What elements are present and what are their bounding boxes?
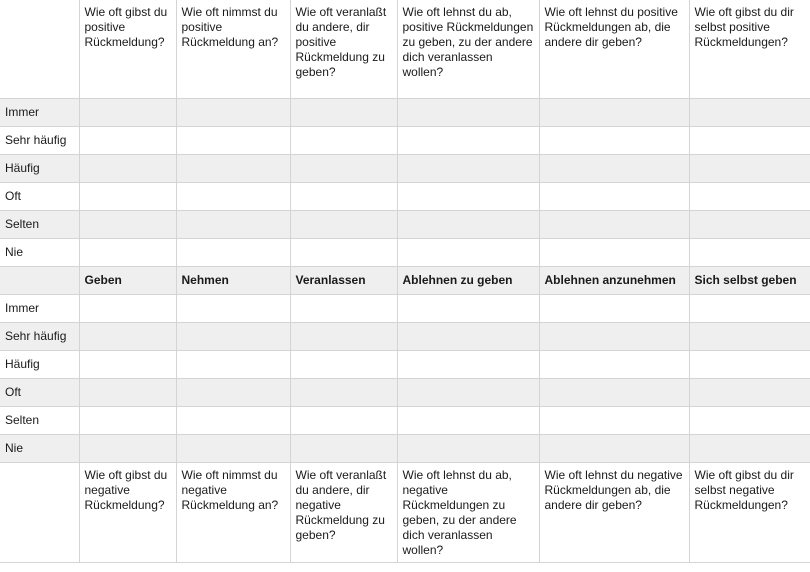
row-label: Nie (0, 435, 79, 463)
row-label: Sehr häufig (0, 323, 79, 351)
answer-cell[interactable] (79, 407, 176, 435)
row-label: Sehr häufig (0, 127, 79, 155)
answer-cell[interactable] (539, 127, 689, 155)
row-label: Oft (0, 379, 79, 407)
answer-cell[interactable] (539, 407, 689, 435)
answer-cell[interactable] (539, 211, 689, 239)
category-header-row (0, 267, 810, 295)
header-self: Sich selbst geben (689, 267, 810, 295)
answer-cell[interactable] (290, 295, 397, 323)
question-positive-self: Wie oft gibst du dir selbst positive Rückmeldungen? (689, 0, 810, 99)
answer-cell[interactable] (397, 211, 539, 239)
answer-cell[interactable] (176, 155, 290, 183)
table-row (0, 295, 810, 323)
answer-cell[interactable] (689, 351, 810, 379)
question-negative-prompt: Wie oft veranlaßt du andere, dir negative Rückmeldung zu geben? (290, 463, 397, 563)
row-label: Immer (0, 295, 79, 323)
answer-cell[interactable] (290, 351, 397, 379)
answer-cell[interactable] (290, 323, 397, 351)
answer-cell[interactable] (79, 239, 176, 267)
answer-cell[interactable] (539, 239, 689, 267)
answer-cell[interactable] (689, 295, 810, 323)
table-row (0, 155, 810, 183)
positive-questions-row (0, 0, 810, 99)
table-row (0, 127, 810, 155)
answer-cell[interactable] (290, 379, 397, 407)
table-row (0, 211, 810, 239)
table-row (0, 379, 810, 407)
table-row (0, 351, 810, 379)
answer-cell[interactable] (290, 239, 397, 267)
row-label: Häufig (0, 155, 79, 183)
answer-cell[interactable] (397, 183, 539, 211)
answer-cell[interactable] (689, 211, 810, 239)
answer-cell[interactable] (79, 211, 176, 239)
answer-cell[interactable] (397, 407, 539, 435)
answer-cell[interactable] (539, 323, 689, 351)
answer-cell[interactable] (539, 295, 689, 323)
corner-cell (0, 267, 79, 295)
answer-cell[interactable] (79, 99, 176, 127)
question-negative-self: Wie oft gibst du dir selbst negative Rückmeldungen? (689, 463, 810, 563)
answer-cell[interactable] (176, 239, 290, 267)
answer-cell[interactable] (176, 351, 290, 379)
answer-cell[interactable] (79, 127, 176, 155)
answer-cell[interactable] (689, 99, 810, 127)
question-positive-refuse-give: Wie oft lehnst du ab, positive Rückmeldungen zu geben, zu der andere dich veranlassen wollen? (397, 0, 539, 99)
answer-cell[interactable] (176, 183, 290, 211)
answer-cell[interactable] (290, 99, 397, 127)
header-refuse-give: Ablehnen zu geben (397, 267, 539, 295)
answer-cell[interactable] (689, 239, 810, 267)
answer-cell[interactable] (539, 351, 689, 379)
question-negative-take: Wie oft nimmst du negative Rückmeldung an? (176, 463, 290, 563)
answer-cell[interactable] (290, 211, 397, 239)
answer-cell[interactable] (79, 351, 176, 379)
answer-cell[interactable] (397, 435, 539, 463)
answer-cell[interactable] (689, 379, 810, 407)
answer-cell[interactable] (79, 183, 176, 211)
answer-cell[interactable] (397, 379, 539, 407)
answer-cell[interactable] (397, 351, 539, 379)
answer-cell[interactable] (539, 183, 689, 211)
table-row (0, 323, 810, 351)
answer-cell[interactable] (79, 155, 176, 183)
negative-questions-row (0, 463, 810, 563)
row-label: Häufig (0, 351, 79, 379)
answer-cell[interactable] (79, 379, 176, 407)
header-give: Geben (79, 267, 176, 295)
answer-cell[interactable] (290, 155, 397, 183)
answer-cell[interactable] (290, 435, 397, 463)
answer-cell[interactable] (539, 155, 689, 183)
question-positive-prompt: Wie oft veranlaßt du andere, dir positive Rückmeldung zu geben? (290, 0, 397, 99)
answer-cell[interactable] (176, 211, 290, 239)
table-row (0, 239, 810, 267)
answer-cell[interactable] (176, 127, 290, 155)
corner-cell (0, 0, 79, 99)
answer-cell[interactable] (539, 435, 689, 463)
question-negative-refuse-take: Wie oft lehnst du negative Rückmeldungen ab, die andere dir geben? (539, 463, 689, 563)
answer-cell[interactable] (290, 183, 397, 211)
answer-cell[interactable] (397, 295, 539, 323)
answer-cell[interactable] (79, 295, 176, 323)
question-positive-refuse-take: Wie oft lehnst du positive Rückmeldungen ab, die andere dir geben? (539, 0, 689, 99)
row-label: Oft (0, 183, 79, 211)
header-refuse-take: Ablehnen anzunehmen (539, 267, 689, 295)
answer-cell[interactable] (176, 435, 290, 463)
table-row (0, 99, 810, 127)
table-row (0, 435, 810, 463)
answer-cell[interactable] (79, 323, 176, 351)
answer-cell[interactable] (689, 407, 810, 435)
answer-cell[interactable] (176, 323, 290, 351)
question-negative-give: Wie oft gibst du negative Rückmeldung? (79, 463, 176, 563)
row-label: Nie (0, 239, 79, 267)
answer-cell[interactable] (689, 155, 810, 183)
header-prompt: Veranlassen (290, 267, 397, 295)
answer-cell[interactable] (539, 379, 689, 407)
answer-cell[interactable] (176, 379, 290, 407)
answer-cell[interactable] (397, 239, 539, 267)
header-take: Nehmen (176, 267, 290, 295)
answer-cell[interactable] (176, 407, 290, 435)
question-positive-take: Wie oft nimmst du positive Rückmeldung an? (176, 0, 290, 99)
answer-cell[interactable] (290, 407, 397, 435)
answer-cell[interactable] (176, 99, 290, 127)
table-row (0, 407, 810, 435)
question-negative-refuse-give: Wie oft lehnst du ab, negative Rückmeldungen zu geben, zu der andere dich veranlassen wollen? (397, 463, 539, 563)
answer-cell[interactable] (539, 99, 689, 127)
answer-cell[interactable] (397, 155, 539, 183)
row-label: Immer (0, 99, 79, 127)
answer-cell[interactable] (290, 127, 397, 155)
answer-cell[interactable] (397, 323, 539, 351)
row-label: Selten (0, 407, 79, 435)
answer-cell[interactable] (79, 435, 176, 463)
answer-cell[interactable] (689, 127, 810, 155)
question-positive-give: Wie oft gibst du positive Rückmeldung? (79, 0, 176, 99)
answer-cell[interactable] (397, 127, 539, 155)
corner-cell (0, 463, 79, 563)
table-row (0, 183, 810, 211)
answer-cell[interactable] (397, 99, 539, 127)
answer-cell[interactable] (689, 435, 810, 463)
row-label: Selten (0, 211, 79, 239)
answer-cell[interactable] (689, 323, 810, 351)
answer-cell[interactable] (176, 295, 290, 323)
answer-cell[interactable] (689, 183, 810, 211)
